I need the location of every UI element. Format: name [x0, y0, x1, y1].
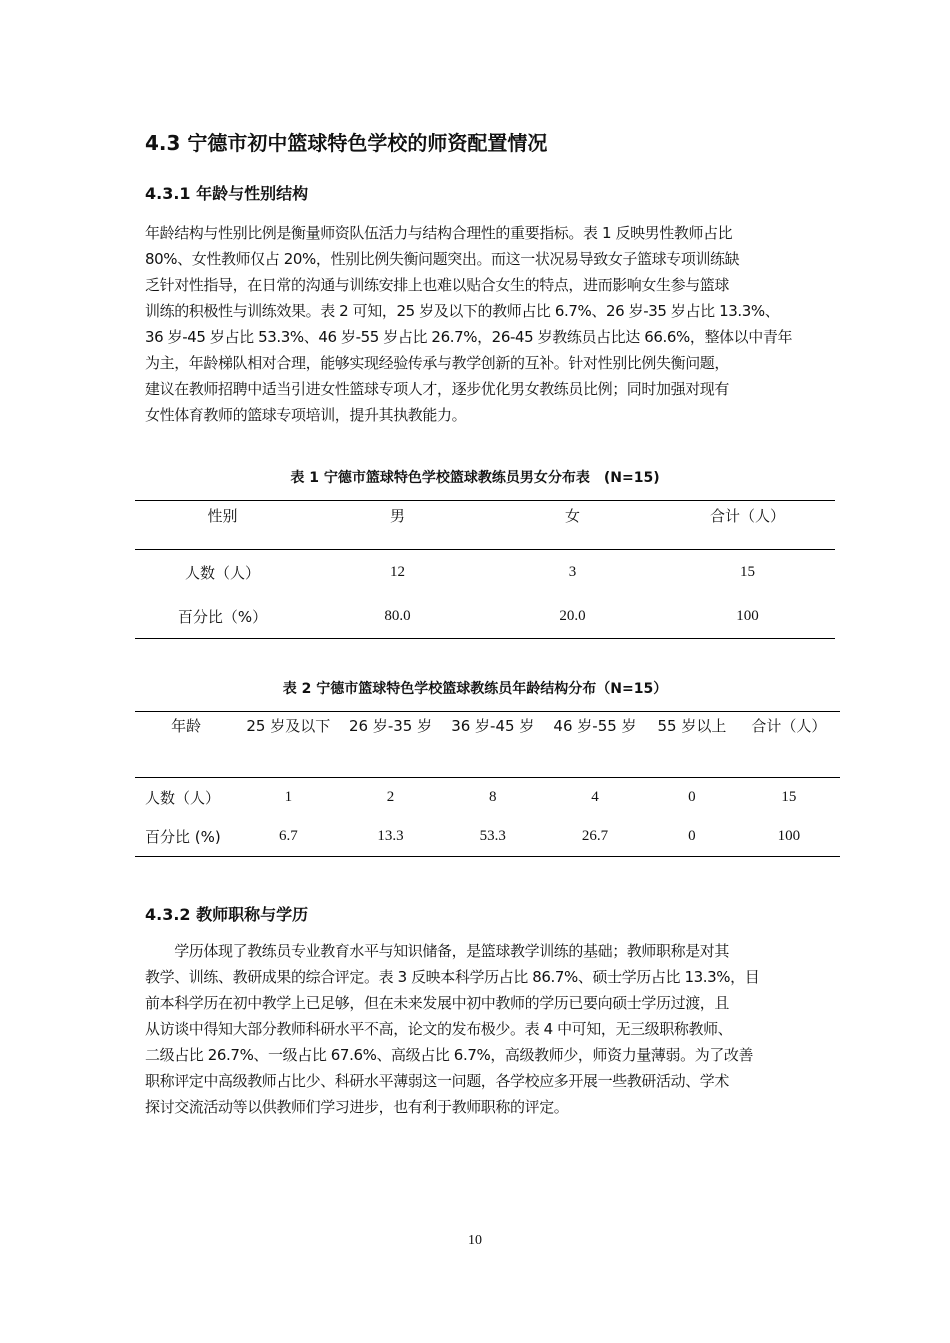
- table-row: [135, 778, 840, 817]
- paragraph-line: 年龄结构与性别比例是衡量师资队伍活力与结构合理性的重要指标。表 1 反映男性教师占比: [145, 224, 733, 242]
- table-cell: 100: [777, 827, 801, 844]
- table-cell: 百分比 (%): [145, 827, 221, 846]
- table-cell: 15: [781, 788, 797, 805]
- table-row: [135, 816, 840, 857]
- table-header-cell: 46 岁-55 岁: [544, 712, 646, 778]
- paragraph-line: 乏针对性指导，在日常的沟通与训练安排上也难以贴合女生的特点，进而影响女生参与篮球: [145, 276, 730, 294]
- subsection-heading-age-gender: 4.3.1 年龄与性别结构: [145, 184, 309, 203]
- table-cell: 8: [489, 788, 497, 805]
- table-cell: 4: [591, 788, 599, 805]
- table-cell: 0: [688, 788, 696, 805]
- paragraph-line: 前本科学历在初中教学上已足够，但在未来发展中初中教师的学历已要向硕士学历过渡，且: [145, 994, 730, 1012]
- table-cell: 80.0: [384, 607, 411, 624]
- table2-age-distribution: [135, 711, 840, 857]
- table-header-cell: 合计（人）: [738, 712, 840, 778]
- table-cell: 53.3: [479, 827, 506, 844]
- table2-caption: 表 2 宁德市篮球特色学校篮球教练员年龄结构分布（N=15）: [282, 681, 668, 697]
- paragraph-title-education: [145, 938, 810, 1120]
- table-header-row: [135, 501, 835, 550]
- paragraph-line: 从访谈中得知大部分教师科研水平不高，论文的发布极少。表 4 中可知，无三级职称教师、: [145, 1020, 733, 1038]
- table-header-cell: 36 岁-45 岁: [442, 712, 544, 778]
- table1-gender-distribution: [135, 500, 835, 639]
- table-cell: 人数（人）: [184, 563, 260, 582]
- table-header-row: [135, 712, 840, 778]
- table-header-cell: 合计（人）: [660, 501, 835, 550]
- table-cell: 15: [740, 563, 755, 580]
- subsection-heading-title-education: 4.3.2 教师职称与学历: [145, 905, 309, 924]
- table-header-cell: 年龄: [135, 712, 237, 778]
- table-header-cell: 男: [310, 501, 485, 550]
- paragraph-age-gender: [145, 220, 810, 428]
- table-cell: 0: [688, 827, 696, 844]
- table-cell: 百分比（%）: [177, 607, 268, 626]
- table-header-cell: 25 岁及以下: [237, 712, 339, 778]
- table-cell: 6.7: [278, 827, 298, 844]
- section-heading: 4.3 宁德市初中篮球特色学校的师资配置情况: [145, 131, 548, 155]
- table-cell: 人数（人）: [145, 788, 221, 807]
- table-cell: 3: [568, 563, 577, 580]
- table-cell: 20.0: [559, 607, 586, 624]
- paragraph-line: 80%、女性教师仅占 20%，性别比例失衡问题突出。而这一状况易导致女子篮球专项训练缺: [145, 250, 740, 268]
- table-cell: 26.7: [581, 827, 609, 844]
- paragraph-line: 职称评定中高级教师占比少、科研水平薄弱这一问题，各学校应多开展一些教研活动、学术: [145, 1072, 730, 1090]
- table-row: [135, 550, 835, 595]
- table-cell: 1: [284, 788, 293, 805]
- table-header-cell: 55 岁以上: [646, 712, 738, 778]
- page-number: 10: [468, 1233, 482, 1248]
- table-cell: 100: [736, 607, 759, 624]
- paragraph-line: 女性体育教师的篮球专项培训，提升其执教能力。: [145, 406, 467, 424]
- paragraph-line: 二级占比 26.7%、一级占比 67.6%、高级占比 6.7%，高级教师少，师资力量薄弱。为了改善: [145, 1046, 754, 1064]
- table-cell: 13.3: [377, 827, 404, 844]
- table-header-cell: 性别: [135, 501, 310, 550]
- table-row: [135, 594, 835, 639]
- table-cell: 2: [386, 788, 395, 805]
- table-header-cell: 26 岁-35 岁: [339, 712, 441, 778]
- paragraph-line: 教学、训练、教研成果的综合评定。表 3 反映本科学历占比 86.7%、硕士学历占比 13.3%，目: [145, 968, 760, 986]
- paragraph-line: 为主，年龄梯队相对合理，能够实现经验传承与教学创新的互补。针对性别比例失衡问题，: [145, 354, 730, 372]
- paragraph-line: 学历体现了教练员专业教育水平与知识储备，是篮球教学训练的基础；教师职称是对其: [145, 942, 730, 960]
- paragraph-line: 训练的积极性与训练效果。表 2 可知，25 岁及以下的教师占比 6.7%、26 岁-35 岁占比 13.3%、: [145, 302, 780, 320]
- paragraph-line: 建议在教师招聘中适当引进女性篮球专项人才，逐步优化男女教练员比例；同时加强对现有: [145, 380, 730, 398]
- table-header-cell: 女: [485, 501, 660, 550]
- table1-caption: 表 1 宁德市篮球特色学校篮球教练员男女分布表 (N=15): [290, 470, 660, 486]
- paragraph-line: 探讨交流活动等以供教师们学习进步，也有利于教师职称的评定。: [145, 1098, 569, 1116]
- paragraph-line: 36 岁-45 岁占比 53.3%、46 岁-55 岁占比 26.7%，26-45 岁教练员占比达 66.6%，整体以中青年: [145, 328, 793, 346]
- table-cell: 12: [390, 563, 405, 580]
